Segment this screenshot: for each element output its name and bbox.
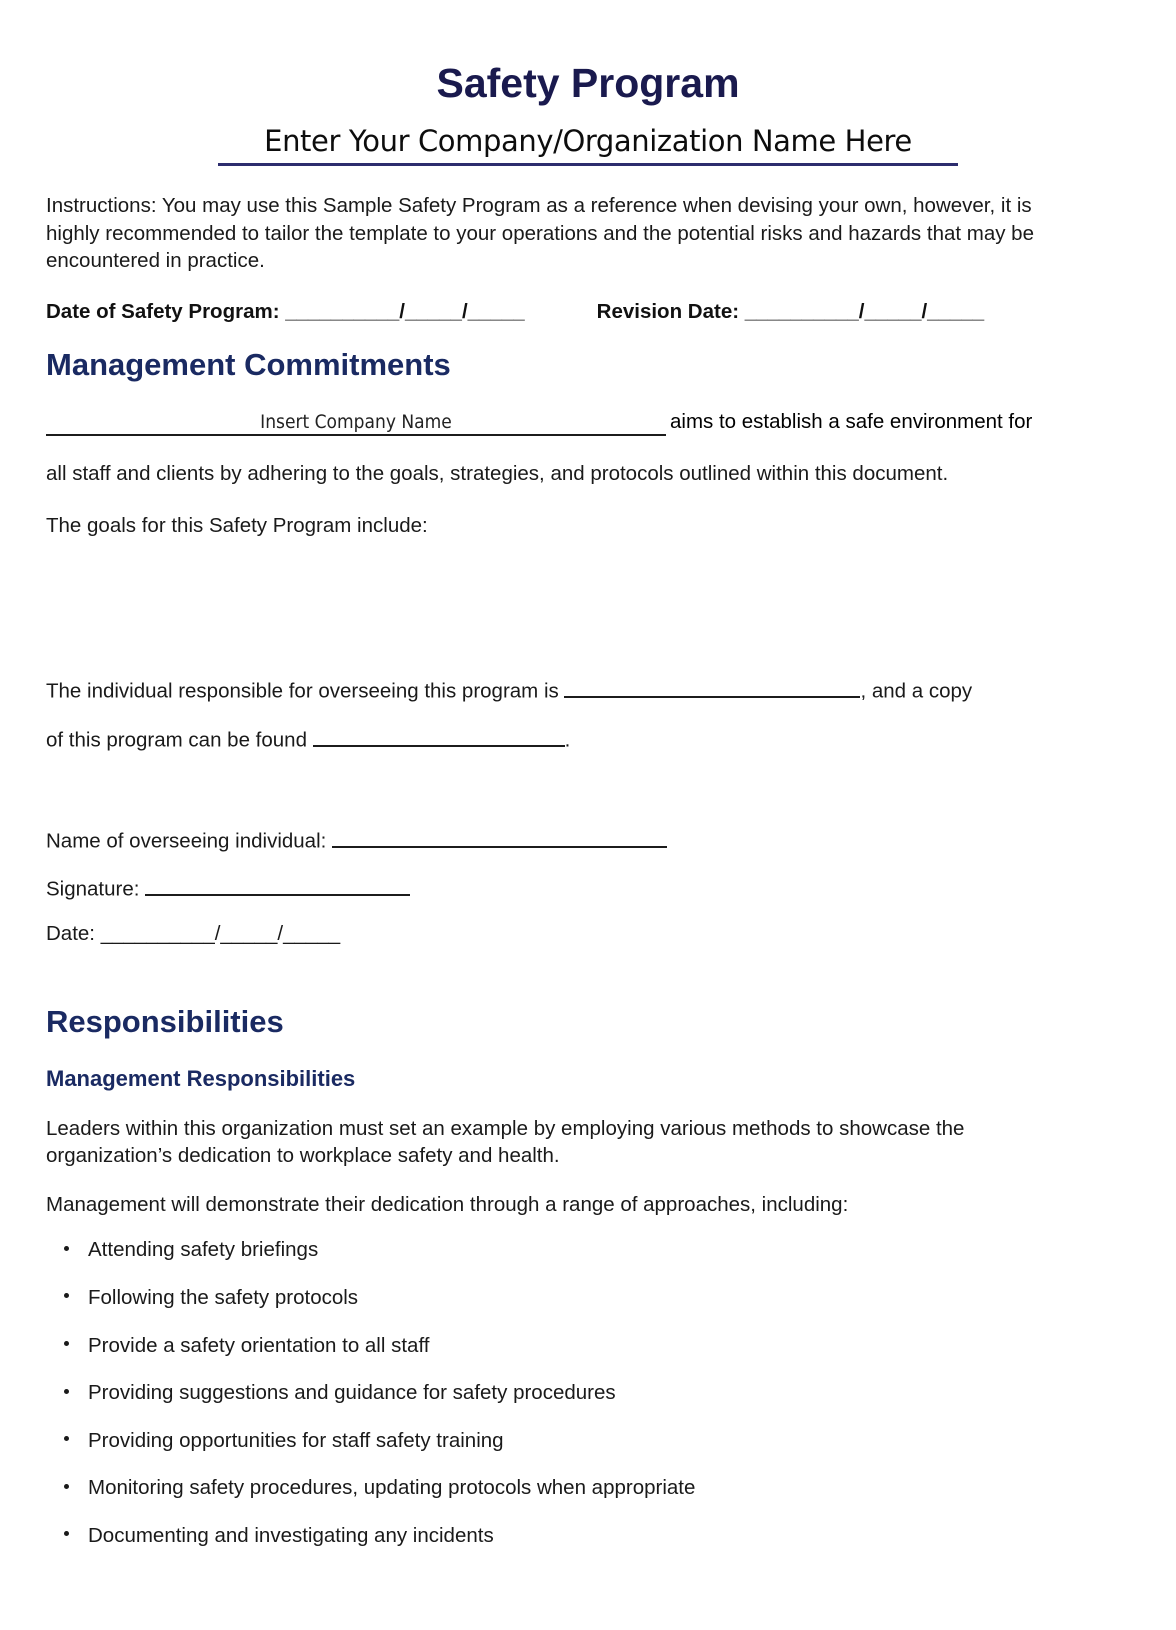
- commitment-intro-line: [46, 411, 1130, 436]
- list-item-label: Providing suggestions and guidance for safety procedures: [88, 1381, 616, 1405]
- company-name-field[interactable]: Enter Your Company/Organization Name Here: [218, 125, 958, 166]
- responsible-person-blank[interactable]: [564, 676, 860, 697]
- page-title: Safety Program: [436, 60, 740, 106]
- revision-date-label: Revision Date:: [596, 300, 740, 324]
- list-item: [46, 1429, 1130, 1454]
- company-name-header: [46, 125, 1130, 166]
- list-item: [46, 1524, 1130, 1549]
- bullet-dot-icon: [64, 1389, 69, 1394]
- bullet-dot-icon: [64, 1531, 69, 1536]
- bullet-dot-icon: [64, 1436, 69, 1441]
- overseeing-name-label: Name of overseeing individual:: [46, 829, 327, 853]
- list-item: [46, 1286, 1130, 1311]
- responsible-person-suffix: , and a copy: [860, 679, 973, 703]
- bullet-dot-icon: [64, 1246, 69, 1251]
- list-item: [46, 1334, 1130, 1359]
- date-of-program-label: Date of Safety Program:: [46, 300, 280, 324]
- subsection-heading-management-responsibilities: Management Responsibilities: [46, 1066, 356, 1092]
- list-item-label: Attending safety briefings: [88, 1238, 319, 1262]
- signature-blank[interactable]: [145, 874, 410, 895]
- list-item: [46, 1381, 1130, 1406]
- list-item-label: Following the safety protocols: [88, 1285, 359, 1309]
- goals-blank-area[interactable]: [46, 560, 1130, 652]
- date-of-program-value[interactable]: __________/_____/_____: [285, 300, 525, 324]
- list-item-label: Monitoring safety procedures, updating protocols when appropriate: [88, 1476, 696, 1500]
- dates-row: [46, 300, 1130, 324]
- management-responsibilities-paragraph-1: Leaders within this organization must set an example by employing various methods to showcase the organization’s dedication to workplace safety and health.: [46, 1116, 965, 1167]
- bullet-dot-icon: [64, 1293, 69, 1298]
- program-location-prefix: of this program can be found: [46, 728, 307, 752]
- program-location-line: [46, 725, 1086, 754]
- management-approaches-intro: [46, 1191, 1130, 1218]
- program-location-blank[interactable]: [313, 725, 565, 746]
- list-item-label: Provide a safety orientation to all staff: [88, 1333, 430, 1357]
- list-item: [46, 1238, 1130, 1263]
- overseeing-name-blank[interactable]: [332, 826, 667, 847]
- commitment-intro-tail: aims to establish a safe environment for: [670, 410, 1033, 434]
- signature-label: Signature:: [46, 877, 140, 901]
- section-heading-responsibilities: Responsibilities: [46, 1004, 284, 1040]
- section-heading-management-commitments: Management Commitments: [46, 347, 451, 383]
- insert-company-name-blank[interactable]: Insert Company Name: [46, 412, 666, 436]
- goals-intro-text: The goals for this Safety Program include:: [46, 513, 428, 537]
- bullet-dot-icon: [64, 1484, 69, 1489]
- management-responsibilities-paragraph-2: Management will demonstrate their dedication through a range of approaches, including:: [46, 1193, 849, 1217]
- list-item-label: Documenting and investigating any incidents: [88, 1523, 494, 1547]
- revision-date-field[interactable]: [597, 300, 985, 324]
- responsible-person-prefix: The individual responsible for overseeing this program is: [46, 679, 559, 703]
- revision-date-value[interactable]: __________/_____/_____: [744, 300, 985, 324]
- commitment-intro-line2: all staff and clients by adhering to the goals, strategies, and protocols outlined within this document.: [46, 462, 949, 486]
- signature-date-label: Date:: [46, 922, 95, 946]
- bullet-dot-icon: [64, 1341, 69, 1346]
- responsible-person-line: [46, 676, 1086, 705]
- signature-line: [46, 874, 1130, 902]
- management-responsibilities-list: [46, 1238, 1130, 1548]
- signature-date-value[interactable]: __________/_____/_____: [100, 922, 341, 946]
- program-location-suffix: .: [564, 728, 571, 752]
- management-responsibilities-body: [46, 1115, 1130, 1170]
- list-item-label: Providing opportunities for staff safety training: [88, 1428, 504, 1452]
- date-of-program-field[interactable]: [46, 300, 525, 324]
- overseeing-name-line: [46, 826, 1130, 854]
- signature-spacer: [46, 754, 1130, 802]
- list-item: [46, 1476, 1130, 1501]
- signature-date-line: [46, 922, 1130, 947]
- instructions-paragraph: Instructions: You may use this Sample Safety Program as a reference when devising your own, however, it is highly recommended to tailor the template to your operations and the potential risks and hazards that may be encountered in practice.: [46, 194, 1034, 272]
